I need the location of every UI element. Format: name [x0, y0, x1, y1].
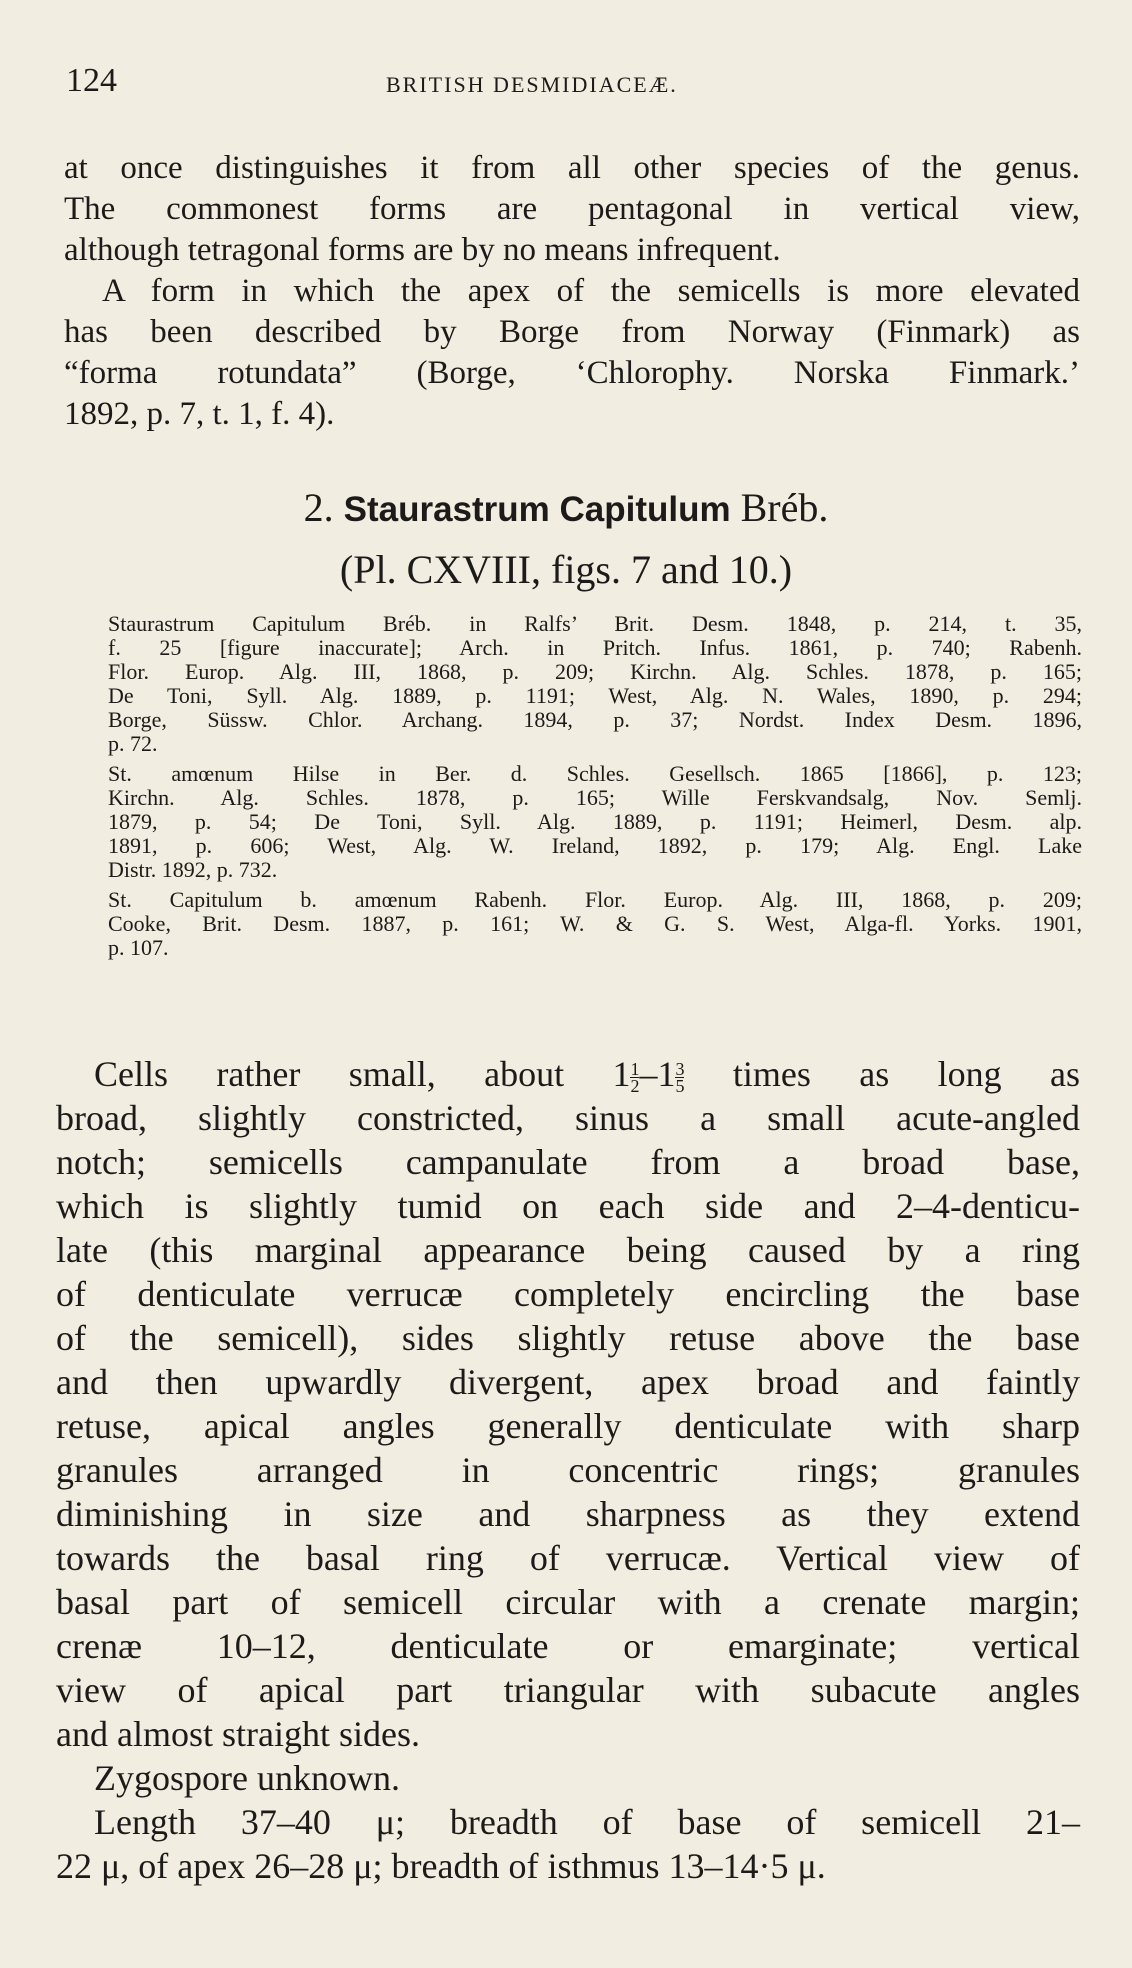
description-line: notch; semicells campanulate from a broad base, [56, 1142, 1080, 1182]
fraction-denominator: 2 [630, 1076, 640, 1097]
synonym-line: p. 107. [108, 935, 169, 960]
synonym-entry [108, 762, 1082, 882]
intro-line: 1892, p. 7, t. 1, f. 4). [64, 396, 335, 432]
description-text: –1 [639, 1054, 676, 1094]
fraction-numerator: 3 [675, 1059, 685, 1080]
measurements-line: 22 μ, of apex 26–28 μ; breadth of isthmus 13–14·5 μ. [56, 1846, 826, 1886]
synonym-line: 1891, p. 606; West, Alg. W. Ireland, 1892, p. 179; Alg. Engl. Lake [108, 833, 1082, 858]
description-line: basal part of semicell circular with a crenate margin; [56, 1582, 1080, 1622]
species-authority: Bréb. [740, 485, 829, 530]
synonym-line: Cooke, Brit. Desm. 1887, p. 161; W. & G. S. West, Alga-fl. Yorks. 1901, [108, 911, 1082, 936]
page-number: 124 [66, 62, 117, 99]
intro-line: although tetragonal forms are by no means infrequent. [64, 232, 781, 268]
intro-line: A form in which the apex of the semicells is more elevated [102, 273, 1080, 309]
synonym-line: 1879, p. 54; De Toni, Syll. Alg. 1889, p. 1191; Heimerl, Desm. alp. [108, 809, 1082, 834]
description-line: view of apical part triangular with subacute angles [56, 1670, 1080, 1710]
zygospore-note: Zygospore unknown. [94, 1758, 400, 1798]
synonym-line: De Toni, Syll. Alg. 1889, p. 1191; West, Alg. N. Wales, 1890, p. 294; [108, 683, 1082, 708]
synonym-line: Borge, Süssw. Chlor. Archang. 1894, p. 37; Nordst. Index Desm. 1896, [108, 707, 1082, 732]
description-line: and almost straight sides. [56, 1714, 420, 1754]
intro-line: “forma rotundata” (Borge, ‘Chlorophy. Norska Finmark.’ [64, 355, 1080, 391]
intro-line: has been described by Borge from Norway (Finmark) as [64, 314, 1080, 350]
fraction-numerator: 1 [630, 1059, 640, 1080]
synonym-line: Kirchn. Alg. Schles. 1878, p. 165; Wille Ferskvandsalg, Nov. Semlj. [108, 785, 1082, 810]
synonym-entry [108, 612, 1082, 756]
description-line: and then upwardly divergent, apex broad and faintly [56, 1362, 1080, 1402]
description-line: of denticulate verrucæ completely encircling the base [56, 1274, 1080, 1314]
running-head: BRITISH DESMIDIACEÆ. [386, 72, 678, 97]
synonym-line: p. 72. [108, 731, 158, 756]
description-line: towards the basal ring of verrucæ. Vertical view of [56, 1538, 1080, 1578]
intro-line: The commonest forms are pentagonal in vertical view, [64, 191, 1080, 227]
synonym-line: Staurastrum Capitulum Bréb. in Ralfs’ Brit. Desm. 1848, p. 214, t. 35, [108, 611, 1082, 636]
description-text: times as long as [684, 1054, 1080, 1094]
species-heading [0, 484, 1132, 598]
measurements-line: Length 37–40 μ; breadth of base of semicell 21– [94, 1802, 1080, 1842]
description-line: crenæ 10–12, denticulate or emarginate; vertical [56, 1626, 1080, 1666]
description-line: which is slightly tumid on each side and 2–4-denticu- [56, 1186, 1080, 1226]
intro-line: at once distinguishes it from all other species of the genus. [64, 150, 1080, 186]
synonym-line: Distr. 1892, p. 732. [108, 857, 278, 882]
synonym-line: f. 25 [figure inaccurate]; Arch. in Pritch. Infus. 1861, p. 740; Rabenh. [108, 635, 1082, 660]
description-line: of the semicell), sides slightly retuse above the base [56, 1318, 1080, 1358]
intro-paragraph [64, 148, 1080, 435]
species-name: Staurastrum Capitulum [343, 490, 731, 529]
species-number: 2. [303, 485, 334, 530]
description-line: retuse, apical angles generally denticulate with sharp [56, 1406, 1080, 1446]
description-line: broad, slightly constricted, sinus a small acute-angled [56, 1098, 1080, 1138]
description-text: Cells rather small, about 1 [94, 1054, 631, 1094]
description-line: granules arranged in concentric rings; granules [56, 1450, 1080, 1490]
species-description [56, 1052, 1080, 1888]
fraction-denominator: 5 [675, 1076, 685, 1097]
species-title [0, 484, 1132, 534]
page-header [66, 62, 1076, 106]
synonym-line: St. amœnum Hilse in Ber. d. Schles. Gesellsch. 1865 [1866], p. 123; [108, 761, 1082, 786]
description-line: diminishing in size and sharpness as they extend [56, 1494, 1080, 1534]
synonym-entry [108, 888, 1082, 960]
synonym-line: Flor. Europ. Alg. III, 1868, p. 209; Kirchn. Alg. Schles. 1878, p. 165; [108, 659, 1082, 684]
description-first-line [56, 1052, 1080, 1096]
plate-reference: (Pl. CXVIII, figs. 7 and 10.) [339, 547, 793, 592]
synonym-line: St. Capitulum b. amœnum Rabenh. Flor. Europ. Alg. III, 1868, p. 209; [108, 887, 1082, 912]
synonymy-block [108, 612, 1082, 966]
description-line: late (this marginal appearance being caused by a ring [56, 1230, 1080, 1270]
